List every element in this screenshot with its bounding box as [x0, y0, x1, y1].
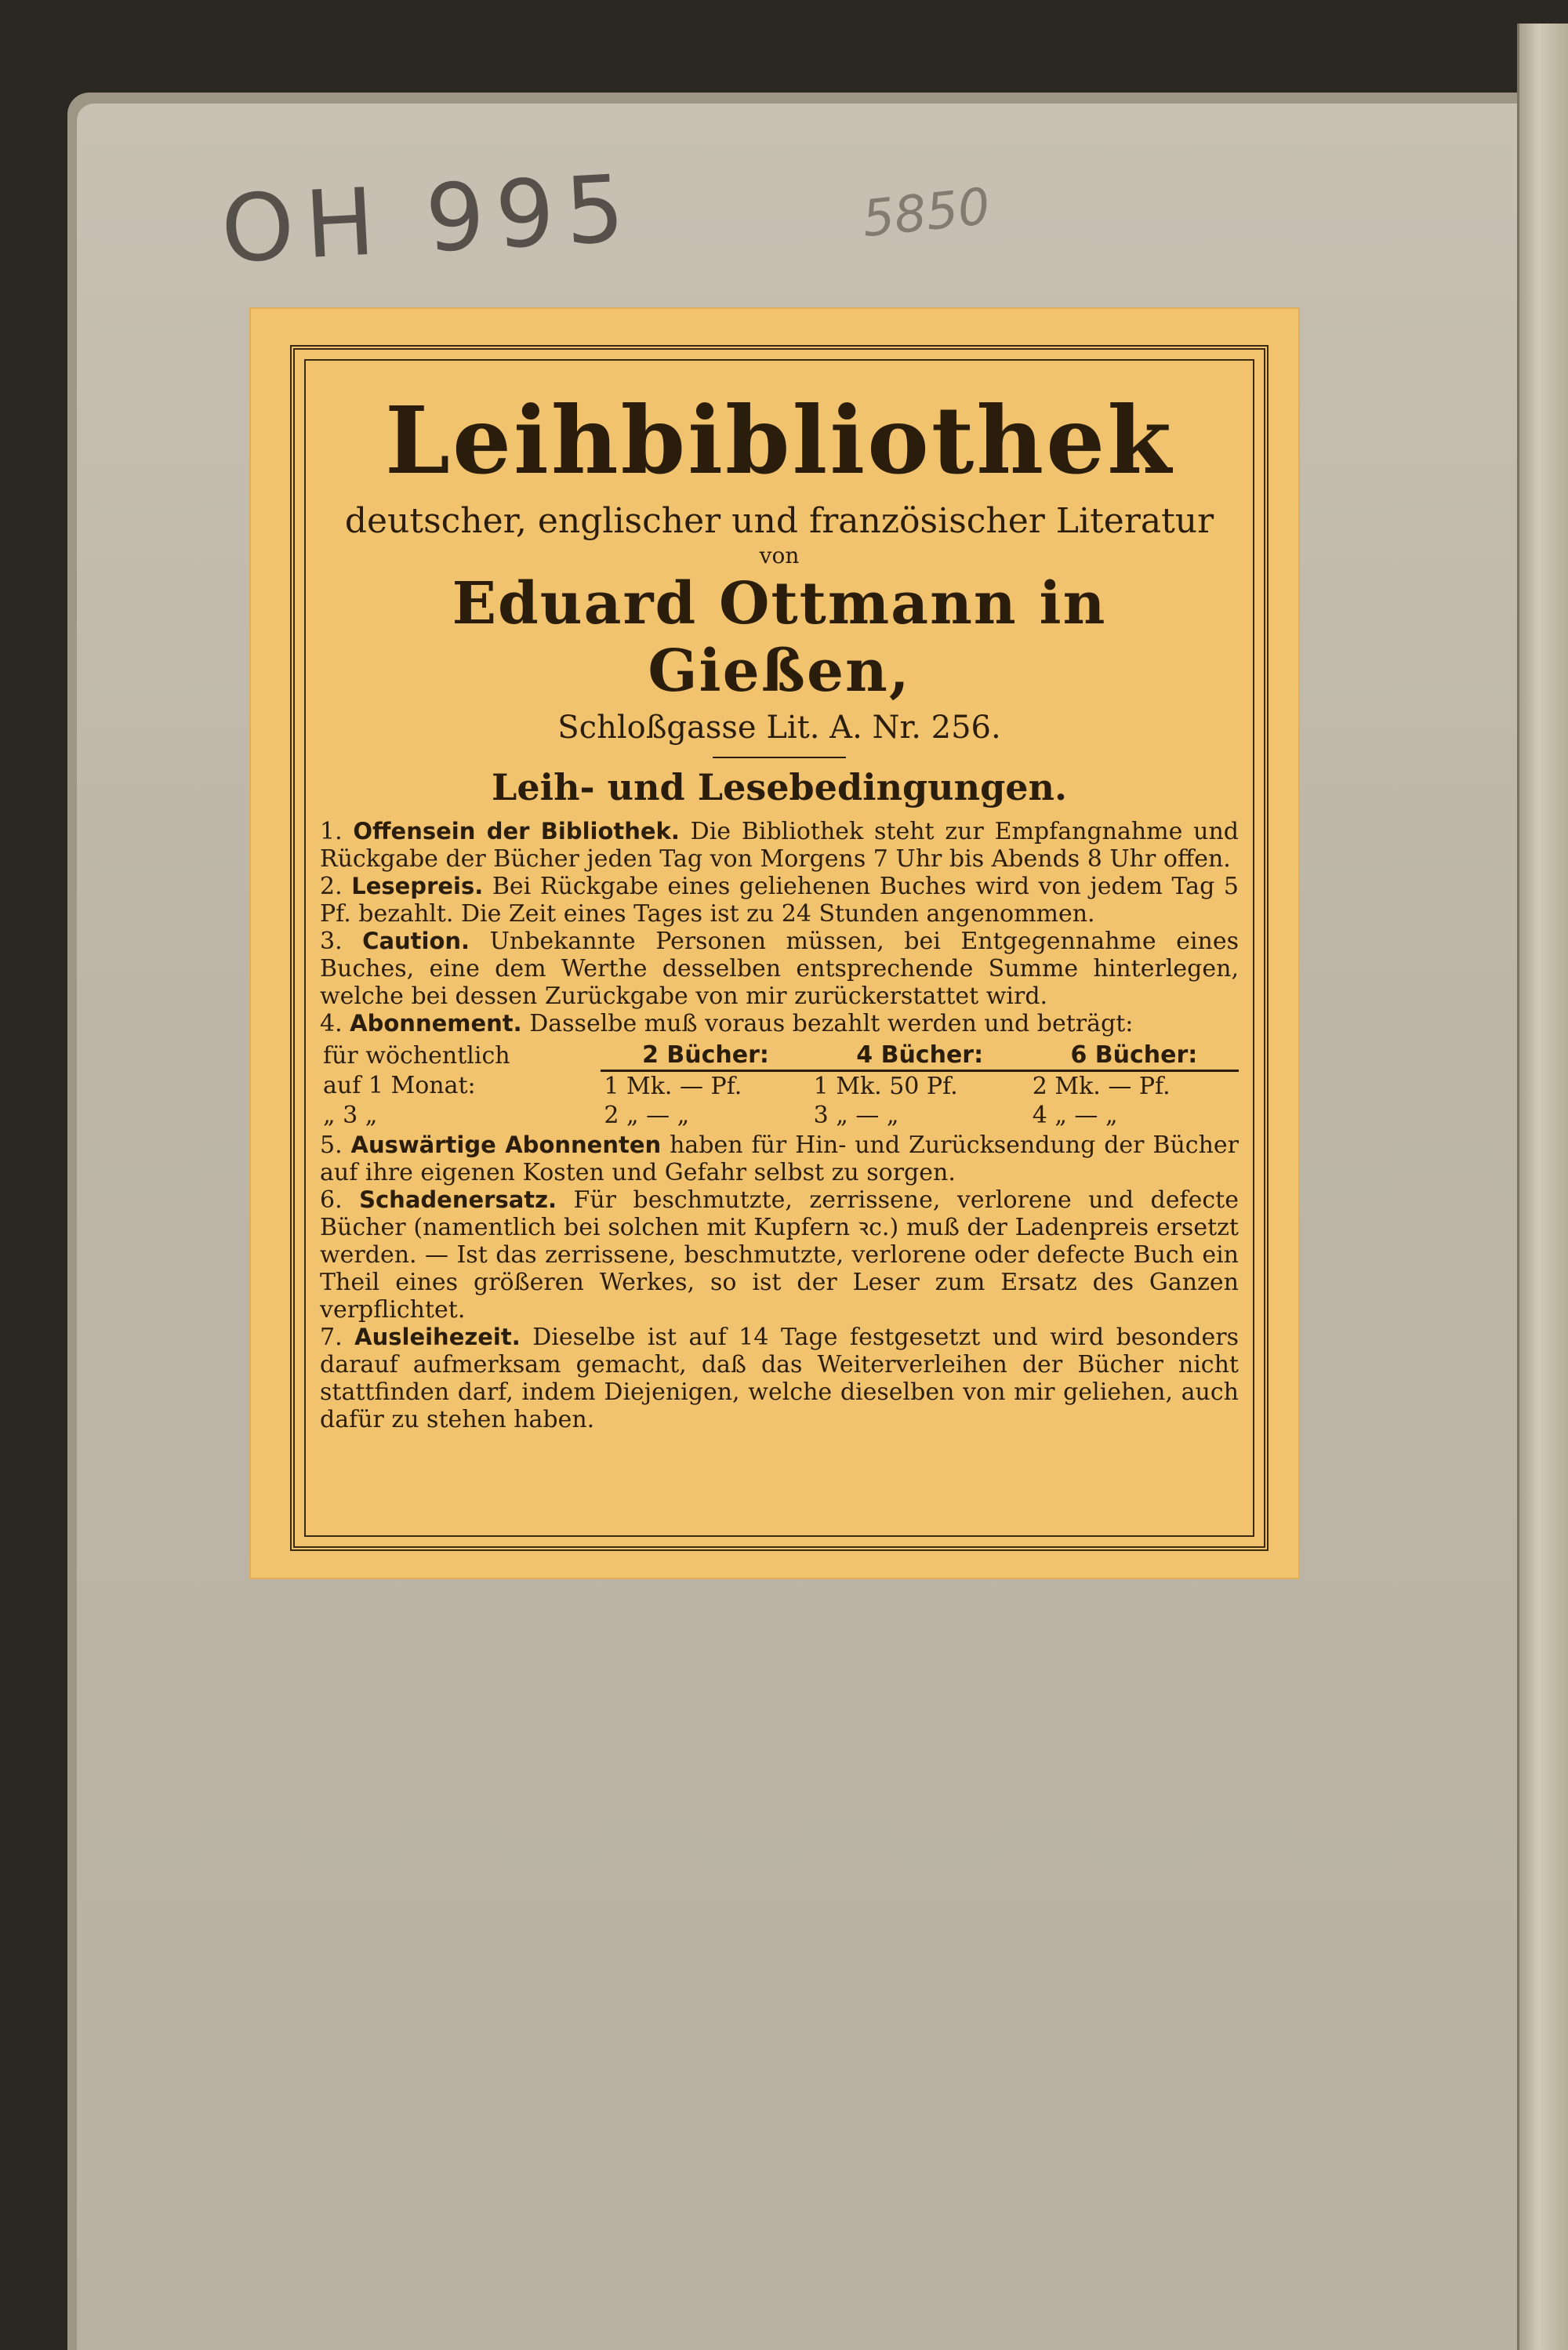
divider	[713, 757, 846, 758]
rule-4: 4. Abonnement. Dasselbe muß voraus bezahlt werden und beträgt:	[320, 1010, 1134, 1037]
price-table	[320, 1041, 1239, 1130]
book-spine-edge	[1517, 24, 1568, 2350]
price-header: 6 Bücher:	[1029, 1041, 1239, 1071]
label-title: Leihbibliothek	[385, 386, 1174, 495]
conditions-heading: Leih- und Lesebedingungen.	[492, 766, 1067, 808]
library-label	[249, 307, 1300, 1579]
rule-1: 1. Offensein der Bibliothek. Die Bibliothek steht zur Empfangnahme und Rückgabe der Bücher jeden Tag von Morgens 7 Uhr bis Abends 8 Uhr offen.	[320, 818, 1239, 873]
owner-address: Schloßgasse Lit. A. Nr. 256.	[557, 710, 1001, 746]
price-row-label: für wöchentlich	[323, 1041, 510, 1070]
handwritten-shelfmark: OH 995	[218, 154, 638, 284]
label-subtitle: deutscher, englischer und französischer Literatur	[344, 501, 1214, 541]
rule-2: 2. Lesepreis. Bei Rückgabe eines geliehenen Buches wird von jedem Tag 5 Pf. bezahlt. Die Zeit eines Tages ist zu 24 Stunden angenommen.	[320, 873, 1239, 928]
rule-5: 5. Auswärtige Abonnenten haben für Hin- und Zurücksendung der Bücher auf ihre eigenen Kosten und Gefahr selbst zu sorgen.	[320, 1131, 1239, 1186]
price-header: 4 Bücher:	[811, 1041, 1029, 1071]
price-header: 2 Bücher:	[601, 1041, 810, 1071]
owner-name: Eduard Ottmann in Gießen,	[452, 570, 1107, 705]
rule-3: 3. Caution. Unbekannte Personen müssen, bei Entgegennahme eines Buches, eine dem Werthe desselben entsprechende Summe hinterlegen, welche bei dessen Zurückgabe von mir zurückerstattet wird.	[320, 928, 1239, 1010]
rule-7: 7. Ausleihezeit. Dieselbe ist auf 14 Tage festgesetzt und wird besonders darauf aufmerksam gemacht, daß das Weiterverleihen der Bücher nicht stattfinden darf, indem Diejenigen, welche dieselben von mir geliehen, auch dafür zu stehen haben.	[320, 1324, 1239, 1433]
label-content	[320, 370, 1239, 1433]
pencil-number: 5850	[859, 177, 993, 249]
price-row: auf 1 Monat: 1 Mk. — Pf. 1 Mk. 50 Pf. 2 Mk. — Pf.	[323, 1072, 1171, 1100]
rule-6: 6. Schadenersatz. Für beschmutzte, zerrissene, verlorene und defecte Bücher (namentlich bei solchen mit Kupfern ꝛc.) muß der Ladenpreis ersetzt werden. — Ist das zerrissene, beschmutzte, verlorene oder defecte Buch ein Theil eines größeren Werkes, so ist der Leser zum Ersatz des Ganzen verpflichtet.	[320, 1186, 1239, 1324]
label-von: von	[759, 543, 800, 568]
price-row: „ 3 „ 2 „ — „ 3 „ — „ 4 „ — „	[323, 1102, 1118, 1129]
